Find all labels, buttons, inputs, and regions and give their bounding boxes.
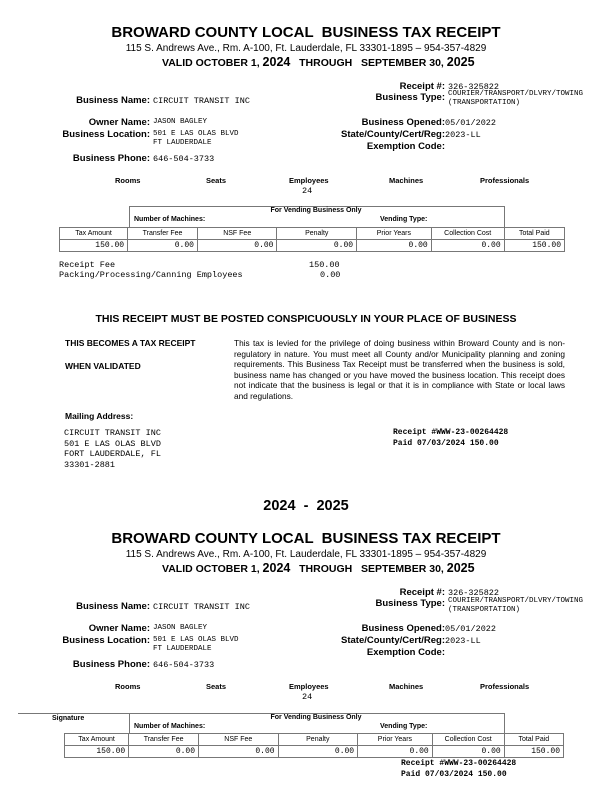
vending-type-label: Vending Type:: [380, 216, 428, 223]
payment-info: Receipt #WWW-23-00264428 Paid 07/03/2024 150.00: [401, 759, 517, 779]
business-opened: 05/01/2022: [445, 118, 497, 128]
fee-value-row: [65, 746, 564, 758]
receipt-title: BROWARD COUNTY LOCAL BUSINESS TAX RECEIPT: [111, 24, 501, 41]
fee-value: 0.00: [358, 746, 433, 758]
tax-receipt-note: THIS BECOMES A TAX RECEIPT: [65, 338, 196, 348]
business-type: COURIER/TRANSPORT/DLVRY/TOWING (TRANSPORTATION): [448, 90, 584, 107]
receipt-number: 326-325822: [448, 588, 500, 598]
owner-name: JASON BAGLEY: [153, 118, 208, 126]
fee-value: 150.00: [504, 240, 564, 252]
fee-value: 0.00: [431, 240, 504, 252]
fee-header: Tax Amount: [60, 228, 128, 240]
receipt-title: BROWARD COUNTY LOCAL BUSINESS TAX RECEIPT: [111, 530, 501, 547]
business-opened-label: Business Opened:: [361, 117, 445, 128]
owner-name-label: Owner Name:: [88, 117, 150, 128]
employees-label: Employees: [289, 176, 329, 185]
mailing-address: CIRCUIT TRANSIT INC 501 E LAS OLAS BLVD FORT LAUDERDALE, FL 33301-2881: [64, 428, 161, 470]
business-phone: 646-504-3733: [153, 154, 215, 164]
exemption-code-label: Exemption Code:: [366, 141, 445, 152]
business-phone-label: Business Phone:: [72, 153, 150, 164]
exemption-code-label: Exemption Code:: [366, 647, 445, 658]
business-phone: 646-504-3733: [153, 660, 215, 670]
fee-header: Penalty: [278, 734, 358, 746]
machines-label: Machines: [389, 682, 424, 691]
posting-notice: THIS RECEIPT MUST BE POSTED CONSPICUOUSLY IN YOUR PLACE OF BUSINESS: [95, 313, 517, 325]
business-location-label: Business Location:: [62, 635, 150, 646]
mailing-address-label: Mailing Address:: [65, 411, 134, 421]
fee-header: Total Paid: [504, 228, 564, 240]
fee-table: [59, 227, 565, 252]
fee-value: 0.00: [432, 746, 504, 758]
vending-header: For Vending Business Only: [270, 714, 362, 721]
employees-label: Employees: [289, 682, 329, 691]
fee-value: 0.00: [278, 746, 358, 758]
county-address: 115 S. Andrews Ave., Rm. A-100, Ft. Lauderdale, FL 33301-1895 – 954-357-4829: [125, 43, 487, 54]
packing-employees-label: Packing/Processing/Canning Employees: [59, 270, 243, 280]
business-name-label: Business Name:: [76, 95, 150, 106]
owner-name-label: Owner Name:: [88, 623, 150, 634]
business-location: 501 E LAS OLAS BLVD FT LAUDERDALE: [153, 130, 239, 147]
fee-header-row: [65, 734, 564, 746]
employees-count: 24: [302, 186, 313, 196]
machines-label: Machines: [389, 176, 424, 185]
fee-value: 150.00: [65, 746, 129, 758]
validity-period: VALID OCTOBER 1, 2024 THROUGH SEPTEMBER 30, 2025: [162, 561, 475, 575]
fee-value: 0.00: [277, 240, 357, 252]
fee-header: Collection Cost: [432, 734, 504, 746]
state-reg: 2023-LL: [445, 130, 481, 140]
fee-header: Penalty: [277, 228, 357, 240]
vending-type-label: Vending Type:: [380, 723, 428, 730]
fee-header: NSF Fee: [197, 228, 277, 240]
signature-line: [18, 713, 129, 714]
fee-header: Collection Cost: [431, 228, 504, 240]
seats-label: Seats: [206, 682, 227, 691]
business-opened: 05/01/2022: [445, 624, 497, 634]
fee-value: 0.00: [357, 240, 432, 252]
fee-header: Transfer Fee: [129, 734, 199, 746]
seats-label: Seats: [206, 176, 227, 185]
fee-table: [64, 733, 564, 758]
packing-employees-value: 0.00: [320, 270, 341, 280]
state-reg-label: State/County/Cert/Reg:: [341, 129, 445, 140]
number-of-machines-label: Number of Machines:: [134, 216, 206, 223]
fee-header: Tax Amount: [65, 734, 129, 746]
fee-header: Total Paid: [504, 734, 563, 746]
receipt-number-label: Receipt #:: [399, 587, 445, 598]
fee-value: 150.00: [504, 746, 563, 758]
fee-value: 150.00: [60, 240, 128, 252]
fee-value-row: [60, 240, 565, 252]
business-type: COURIER/TRANSPORT/DLVRY/TOWING (TRANSPORTATION): [448, 597, 584, 614]
business-name-label: Business Name:: [76, 601, 150, 612]
fee-header: Prior Years: [358, 734, 433, 746]
receipt-number: 326-325822: [448, 82, 500, 92]
validation-note: WHEN VALIDATED: [65, 361, 141, 371]
owner-name: JASON BAGLEY: [153, 624, 208, 632]
county-address: 115 S. Andrews Ave., Rm. A-100, Ft. Lauderdale, FL 33301-1895 – 954-357-4829: [125, 549, 487, 560]
employees-count: 24: [302, 692, 313, 702]
year-range: 2024 - 2025: [263, 498, 349, 514]
fee-value: 0.00: [199, 746, 279, 758]
tax-disclaimer: This tax is levied for the privilege of doing business within Broward County and is non-regulatory in nature. You must meet all County and/or Municipality planning and zoning requirements. This Business Tax Receipt must be transferred when the business is sold, business name has changed or you have moved the business location. This receipt does not indicate that the business is legal or that it is in compliance with State or local laws and regulations.: [234, 338, 565, 401]
signature-label: Signature: [52, 715, 85, 722]
business-type-label: Business Type:: [375, 598, 445, 609]
professionals-label: Professionals: [480, 176, 530, 185]
fee-value: 0.00: [197, 240, 277, 252]
business-name: CIRCUIT TRANSIT INC: [153, 96, 250, 106]
business-location-label: Business Location:: [62, 129, 150, 140]
receipt-fee-value: 150.00: [309, 260, 340, 270]
fee-value: 0.00: [129, 746, 199, 758]
state-reg: 2023-LL: [445, 636, 481, 646]
fee-header: Transfer Fee: [128, 228, 198, 240]
business-name: CIRCUIT TRANSIT INC: [153, 602, 250, 612]
state-reg-label: State/County/Cert/Reg:: [341, 635, 445, 646]
business-phone-label: Business Phone:: [72, 659, 150, 670]
rooms-label: Rooms: [115, 682, 141, 691]
business-type-label: Business Type:: [375, 92, 445, 103]
professionals-label: Professionals: [480, 682, 530, 691]
fee-header-row: [60, 228, 565, 240]
receipt-number-label: Receipt #:: [399, 81, 445, 92]
business-location: 501 E LAS OLAS BLVD FT LAUDERDALE: [153, 636, 239, 653]
number-of-machines-label: Number of Machines:: [134, 723, 206, 730]
fee-value: 0.00: [128, 240, 198, 252]
fee-header: NSF Fee: [199, 734, 279, 746]
fee-header: Prior Years: [357, 228, 432, 240]
rooms-label: Rooms: [115, 176, 141, 185]
validity-period: VALID OCTOBER 1, 2024 THROUGH SEPTEMBER 30, 2025: [162, 55, 475, 69]
receipt-fee-label: Receipt Fee: [59, 260, 116, 270]
payment-info: Receipt #WWW-23-00264428 Paid 07/03/2024 150.00: [393, 428, 509, 448]
vending-header: For Vending Business Only: [270, 207, 362, 214]
business-opened-label: Business Opened:: [361, 623, 445, 634]
